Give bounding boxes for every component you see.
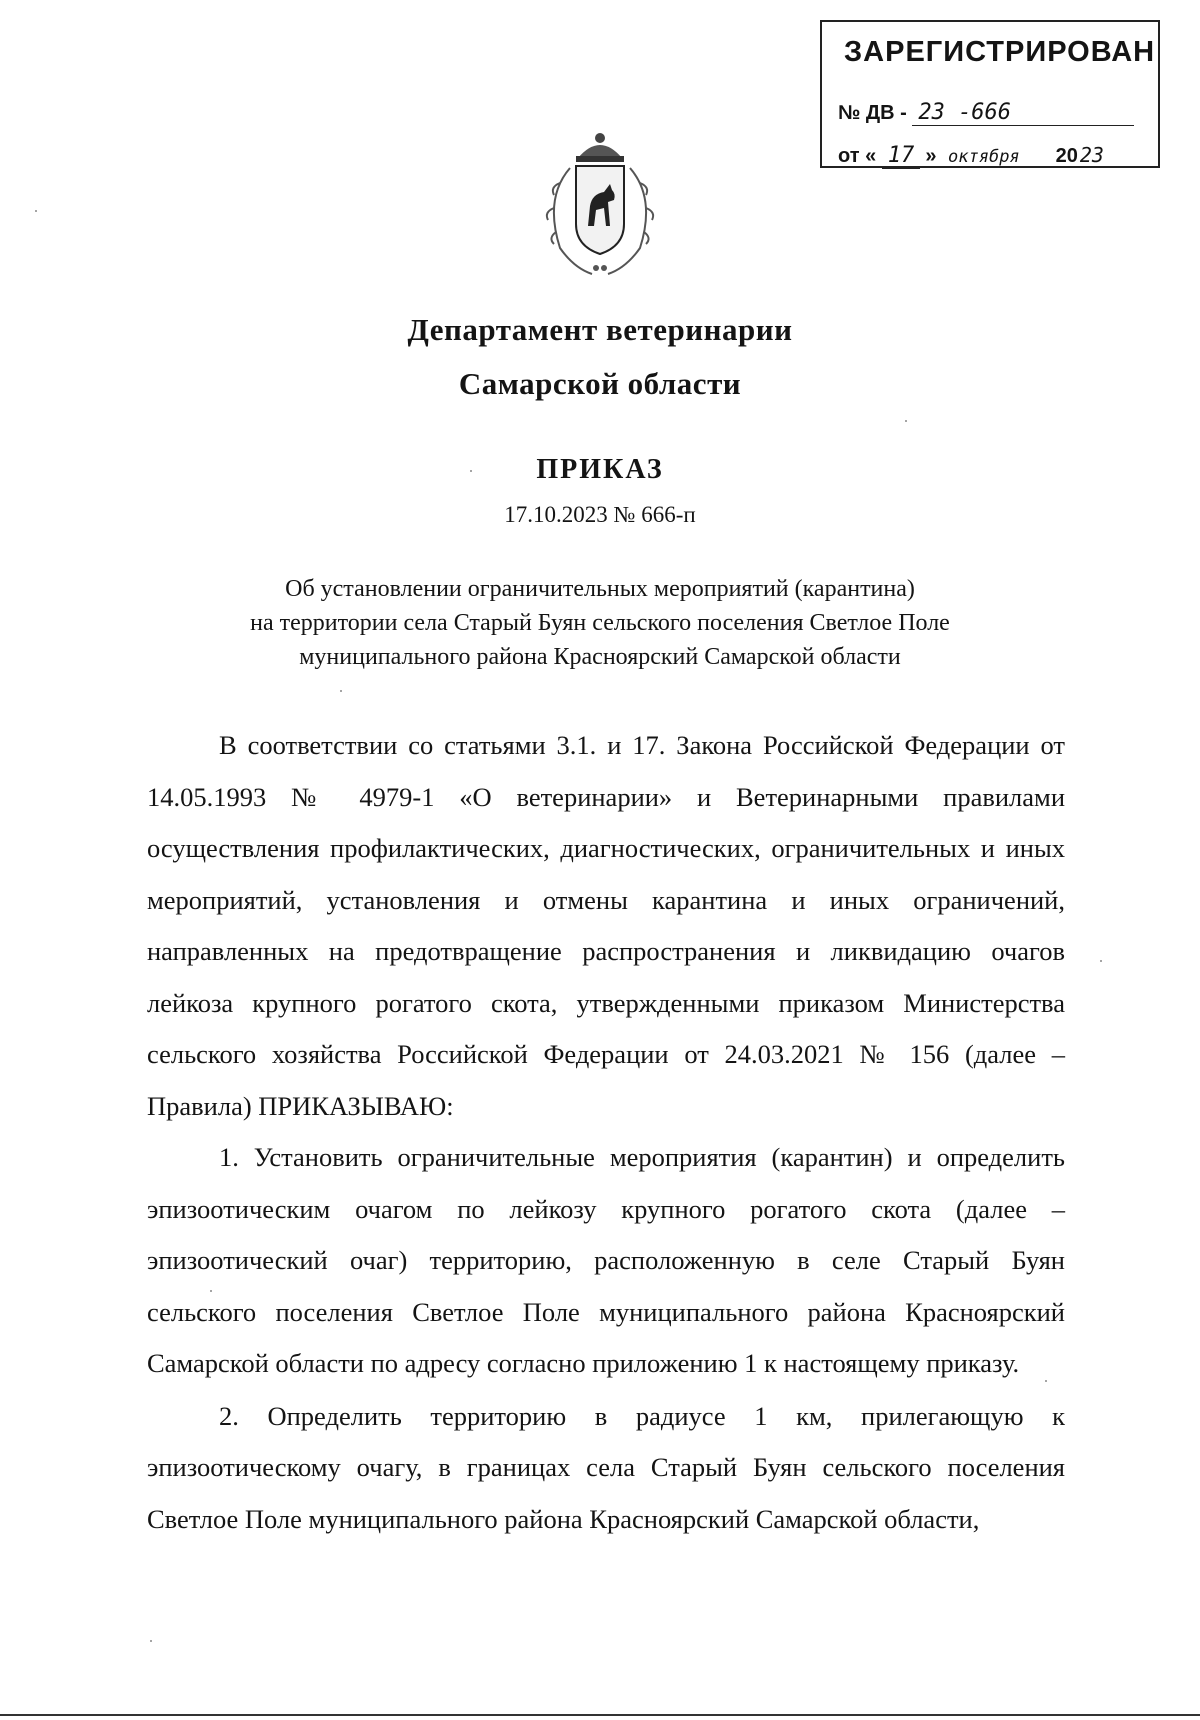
department-name-line2: Самарской области [458,366,742,401]
preamble-paragraph: В соответствии со статьями 3.1. и 17. Закона Российской Федерации от 14.05.1993 № 4979-1 «О ветеринарии» и Ветеринарными правилами осуществления профилактических, диагностических, ограничительных и иных мероприятий, установления и отмены карантина и иных ограничений, направленных на предотвращение распространения и ликвидацию очагов лейкоза крупного рогатого скота, утвержденными приказом Министерства сельского хозяйства Российской Федерации от 24.03.2021 № 156 (далее – Правила) ПРИКАЗЫВАЮ: [147,730,1065,1121]
order-number: 17.10.2023 № 666-п [504,502,696,527]
stamp-year-prefix: 20 [1055,145,1078,167]
stamp-date-day: 17 [882,143,920,169]
stamp-date-prefix: от « [838,145,877,167]
stamp-number-value: 23 -666 [912,100,1134,126]
order-title: ПРИКАЗ [536,454,664,485]
stamp-year-suffix: 23 [1079,143,1104,167]
order-body [147,720,1065,1545]
stamp-date-month: октября [942,147,1050,168]
stamp-title: ЗАРЕГИСТРИРОВАН [844,36,1156,68]
item-2-paragraph: 2. Определить территорию в радиусе 1 км, прилегающую к эпизоотическому очагу, в границах села Старый Буян сельского поселения Светлое Поле муниципального района Красноярский Самарской области, [147,1400,1065,1534]
stamp-date-sep: » [925,145,937,167]
item-1-paragraph: 1. Установить ограничительные мероприятия (карантин) и определить эпизоотическим очагом по лейкозу крупного рогатого скота (далее – эпизоотический очаг) территорию, расположенную в селе Старый Буян сельского поселения Светлое Поле муниципального района Красноярский Самарской области по адресу согласно приложению 1 к настоящему приказу. [147,1142,1065,1378]
subject-line3: муниципального района Красноярский Самарской области [299,644,901,670]
department-name-line1: Департамент ветеринарии [407,312,793,347]
coat-of-arms-icon [530,128,670,278]
stamp-number-prefix: № ДВ - [838,102,907,124]
scan-edge-line [0,1714,1200,1716]
stamp-date-row [838,143,1106,169]
registration-stamp [820,20,1160,168]
subject-line1: Об установлении ограничительных мероприятий (карантина) [285,576,915,602]
stamp-number-row [838,100,1134,126]
subject-line2: на территории села Старый Буян сельского поселения Светлое Поле [250,610,950,636]
